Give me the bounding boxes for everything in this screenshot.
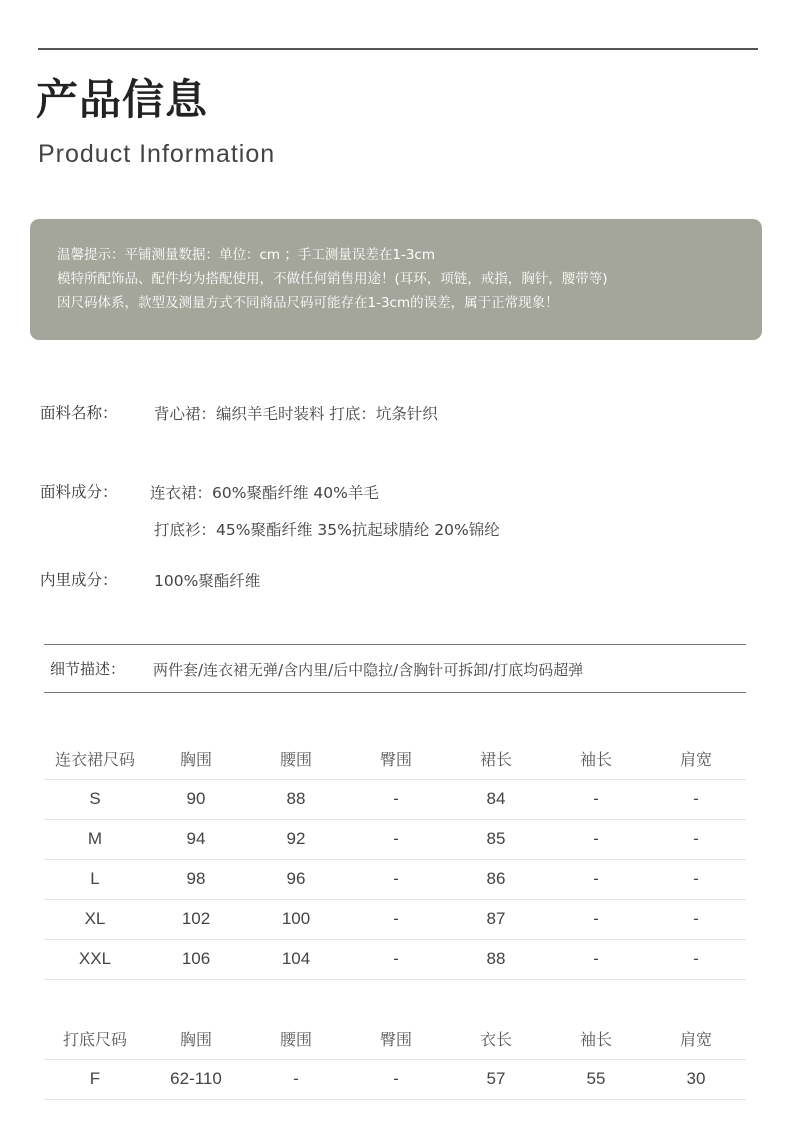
table-cell: 88 bbox=[246, 779, 346, 819]
fabric-composition-base: 打底衫：45%聚酯纤维 35%抗起球腈纶 20%锦纶 bbox=[154, 521, 500, 539]
table-cell: - bbox=[646, 899, 746, 939]
table-cell: 96 bbox=[246, 859, 346, 899]
table-cell: 104 bbox=[246, 939, 346, 979]
details-value: 两件套/连衣裙无弹/含内里/后中隐拉/含胸针可拆卸/打底均码超弹 bbox=[153, 661, 584, 679]
table-cell: F bbox=[44, 1059, 146, 1099]
table-cell: M bbox=[44, 819, 146, 859]
page-title: 产品信息 bbox=[36, 75, 209, 124]
table-header-cell: 胸围 bbox=[146, 1019, 246, 1059]
table-cell: L bbox=[44, 859, 146, 899]
table-header-row bbox=[44, 739, 746, 779]
table-row bbox=[44, 819, 746, 859]
table-cell: 55 bbox=[546, 1059, 646, 1099]
table-cell: 57 bbox=[446, 1059, 546, 1099]
table-cell: 88 bbox=[446, 939, 546, 979]
table-cell: - bbox=[246, 1059, 346, 1099]
table-header-row bbox=[44, 1019, 746, 1059]
table-cell: - bbox=[546, 779, 646, 819]
table-row bbox=[44, 939, 746, 979]
table-header-cell: 衣长 bbox=[446, 1019, 546, 1059]
notice-line: 模特所配饰品、配件均为搭配使用，不做任何销售用途！(耳环，项链，戒指，胸针，腰带等) bbox=[57, 271, 608, 287]
table-header-cell: 腰围 bbox=[246, 739, 346, 779]
table-cell: XL bbox=[44, 899, 146, 939]
dress-size-table bbox=[44, 739, 746, 980]
table-header-cell: 连衣裙尺码 bbox=[44, 739, 146, 779]
table-cell: S bbox=[44, 779, 146, 819]
notice-line: 温馨提示：平铺测量数据：单位：cm ；手工测量误差在1-3cm bbox=[57, 247, 435, 263]
details-bottom-divider bbox=[44, 692, 746, 693]
table-header-cell: 胸围 bbox=[146, 739, 246, 779]
fabric-name-value: 背心裙：编织羊毛时装料 打底：坑条针织 bbox=[154, 405, 438, 423]
table-header-cell: 腰围 bbox=[246, 1019, 346, 1059]
table-cell: - bbox=[646, 859, 746, 899]
table-cell: - bbox=[346, 1059, 446, 1099]
table-cell: - bbox=[346, 819, 446, 859]
table-cell: 106 bbox=[146, 939, 246, 979]
table-cell: - bbox=[546, 899, 646, 939]
table-cell: 86 bbox=[446, 859, 546, 899]
table-row bbox=[44, 1059, 746, 1099]
table-header-cell: 裙长 bbox=[446, 739, 546, 779]
table-cell: - bbox=[646, 939, 746, 979]
fabric-composition-label: 面料成分： bbox=[40, 483, 118, 501]
table-cell: - bbox=[346, 859, 446, 899]
lining-value: 100%聚酯纤维 bbox=[154, 572, 261, 590]
table-cell: XXL bbox=[44, 939, 146, 979]
table-cell: 62-110 bbox=[146, 1059, 246, 1099]
table-cell: 92 bbox=[246, 819, 346, 859]
table-header-cell: 臀围 bbox=[346, 1019, 446, 1059]
table-cell: 94 bbox=[146, 819, 246, 859]
fabric-name-label: 面料名称： bbox=[40, 404, 118, 422]
table-cell: - bbox=[346, 779, 446, 819]
table-cell: - bbox=[546, 859, 646, 899]
table-cell: - bbox=[646, 819, 746, 859]
table-cell: - bbox=[646, 779, 746, 819]
table-row bbox=[44, 859, 746, 899]
base-size-table bbox=[44, 1019, 746, 1100]
table-header-cell: 袖长 bbox=[546, 739, 646, 779]
table-row bbox=[44, 779, 746, 819]
table-cell: - bbox=[346, 899, 446, 939]
table-cell: - bbox=[546, 819, 646, 859]
notice-line: 因尺码体系，款型及测量方式不同商品尺码可能存在1-3cm的误差，属于正常现象！ bbox=[57, 295, 559, 311]
top-divider bbox=[38, 48, 758, 50]
table-cell: 85 bbox=[446, 819, 546, 859]
table-cell: 90 bbox=[146, 779, 246, 819]
page-subtitle: Product Information bbox=[38, 140, 276, 168]
table-cell: 98 bbox=[146, 859, 246, 899]
table-header-cell: 肩宽 bbox=[646, 739, 746, 779]
details-label: 细节描述： bbox=[50, 660, 126, 678]
table-cell: 100 bbox=[246, 899, 346, 939]
table-cell: - bbox=[546, 939, 646, 979]
notice-box bbox=[30, 219, 762, 340]
table-cell: 84 bbox=[446, 779, 546, 819]
lining-label: 内里成分： bbox=[40, 571, 118, 589]
table-cell: - bbox=[346, 939, 446, 979]
table-header-cell: 肩宽 bbox=[646, 1019, 746, 1059]
table-header-cell: 臀围 bbox=[346, 739, 446, 779]
table-cell: 102 bbox=[146, 899, 246, 939]
fabric-composition-dress: 连衣裙：60%聚酯纤维 40%羊毛 bbox=[150, 484, 379, 502]
table-cell: 87 bbox=[446, 899, 546, 939]
table-row bbox=[44, 899, 746, 939]
table-header-cell: 打底尺码 bbox=[44, 1019, 146, 1059]
table-cell: 30 bbox=[646, 1059, 746, 1099]
table-header-cell: 袖长 bbox=[546, 1019, 646, 1059]
details-top-divider bbox=[44, 644, 746, 645]
